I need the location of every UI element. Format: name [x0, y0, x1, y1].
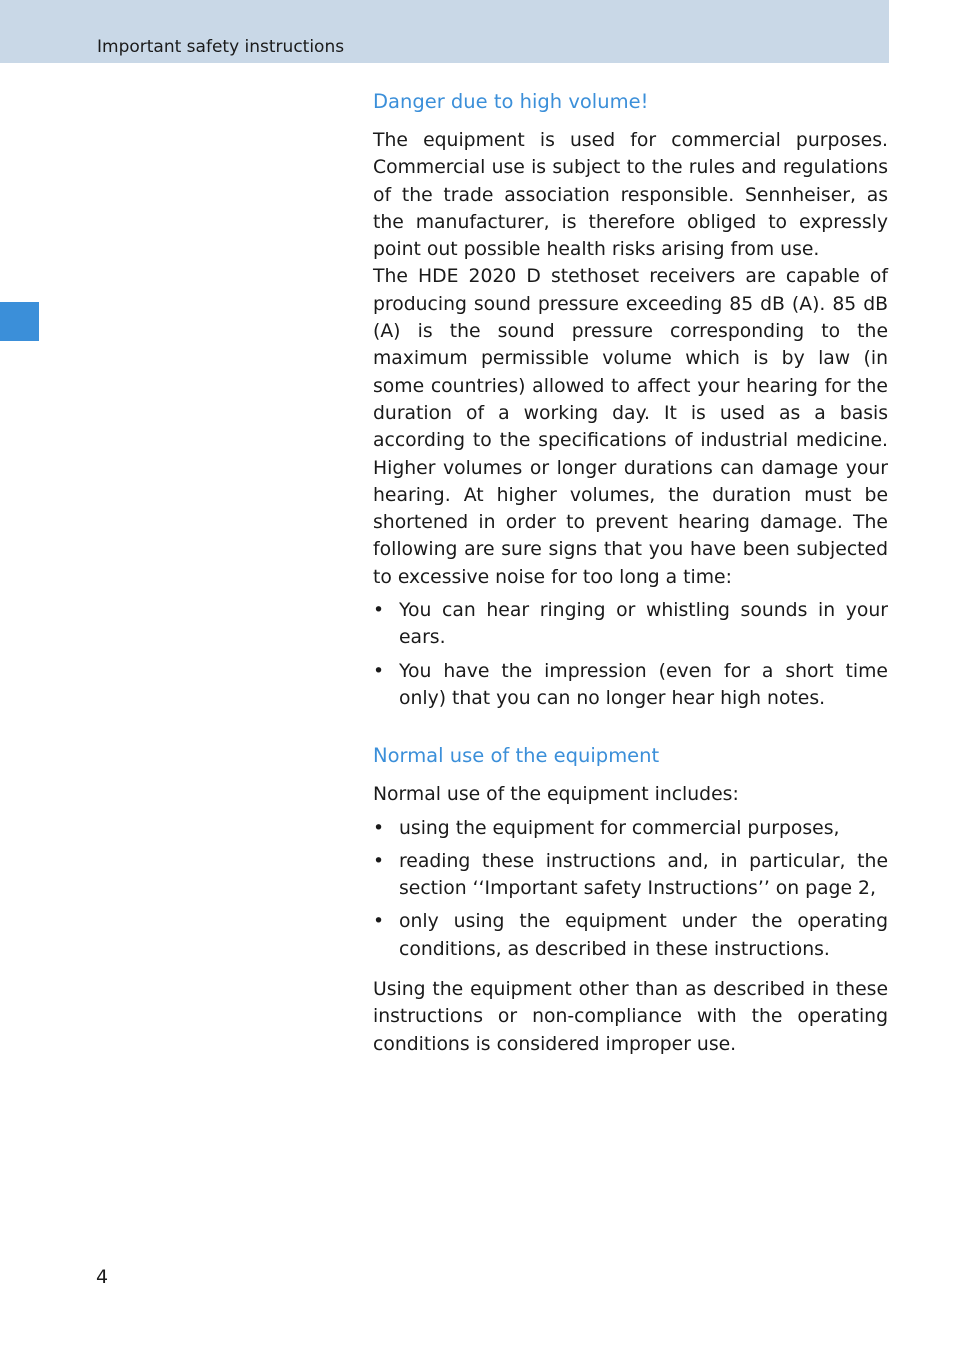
list-item: [373, 815, 888, 842]
list-item-text: only using the equipment under the operating conditions, as described in these instructions.: [399, 911, 888, 960]
list-item: [373, 908, 888, 963]
list-item-text: You can hear ringing or whistling sounds in your ears.: [399, 600, 888, 649]
chapter-tab-marker: [0, 302, 39, 341]
paragraph-commercial-use: The equipment is used for commercial purposes. Commercial use is subject to the rules and regulations of the trade association responsible. Sennheiser, as the manufacturer, is therefore obliged to expressly point out possible health risks arising from use.: [373, 130, 888, 261]
page-number: 4: [96, 1266, 109, 1288]
section-heading-normal-use: Normal use of the equipment: [373, 744, 660, 768]
bullet-icon: •: [373, 660, 385, 682]
paragraph-normal-use-intro: Normal use of the equipment includes:: [373, 784, 739, 806]
header-band: [0, 0, 889, 63]
list-item-text: reading these instructions and, in particular, the section ‘‘Important safety Instructions’’ on page 2,: [399, 850, 888, 900]
list-item-text: using the equipment for commercial purposes,: [399, 817, 840, 839]
warning-signs-list: [373, 597, 888, 712]
normal-use-list: [373, 815, 888, 963]
running-header-title: Important safety instructions: [97, 37, 345, 57]
bullet-icon: •: [373, 911, 385, 933]
paragraph-improper-use: Using the equipment other than as described in these instructions or non-compliance with the operating conditions is considered improper use.: [373, 979, 888, 1055]
bullet-icon: •: [373, 600, 385, 622]
bullet-icon: •: [373, 817, 385, 839]
bullet-icon: •: [373, 850, 385, 872]
list-item: [373, 658, 888, 713]
main-content: [373, 88, 888, 1058]
list-item: [373, 597, 888, 652]
list-item: [373, 848, 888, 903]
section-heading-danger-volume: Danger due to high volume!: [373, 90, 649, 113]
list-item-text: You have the impression (even for a short time only) that you can no longer hear high notes.: [399, 660, 888, 709]
paragraph-sound-pressure: The HDE 2020 D stethoset receivers are capable of producing sound pressure exceeding 85 dB (A). 85 dB (A) is the sound pressure corresponding to the maximum permissible volume which is by law (in some countries) allowed to affect your hearing for the duration of a working day. It is used as a basis according to the specifications of industrial medicine. Higher volumes or longer durations can damage your hearing. At higher volumes, the duration must be shortened in order to prevent hearing damage. The following are sure signs that you have been subjected to excessive noise for too long a time:: [373, 266, 888, 588]
